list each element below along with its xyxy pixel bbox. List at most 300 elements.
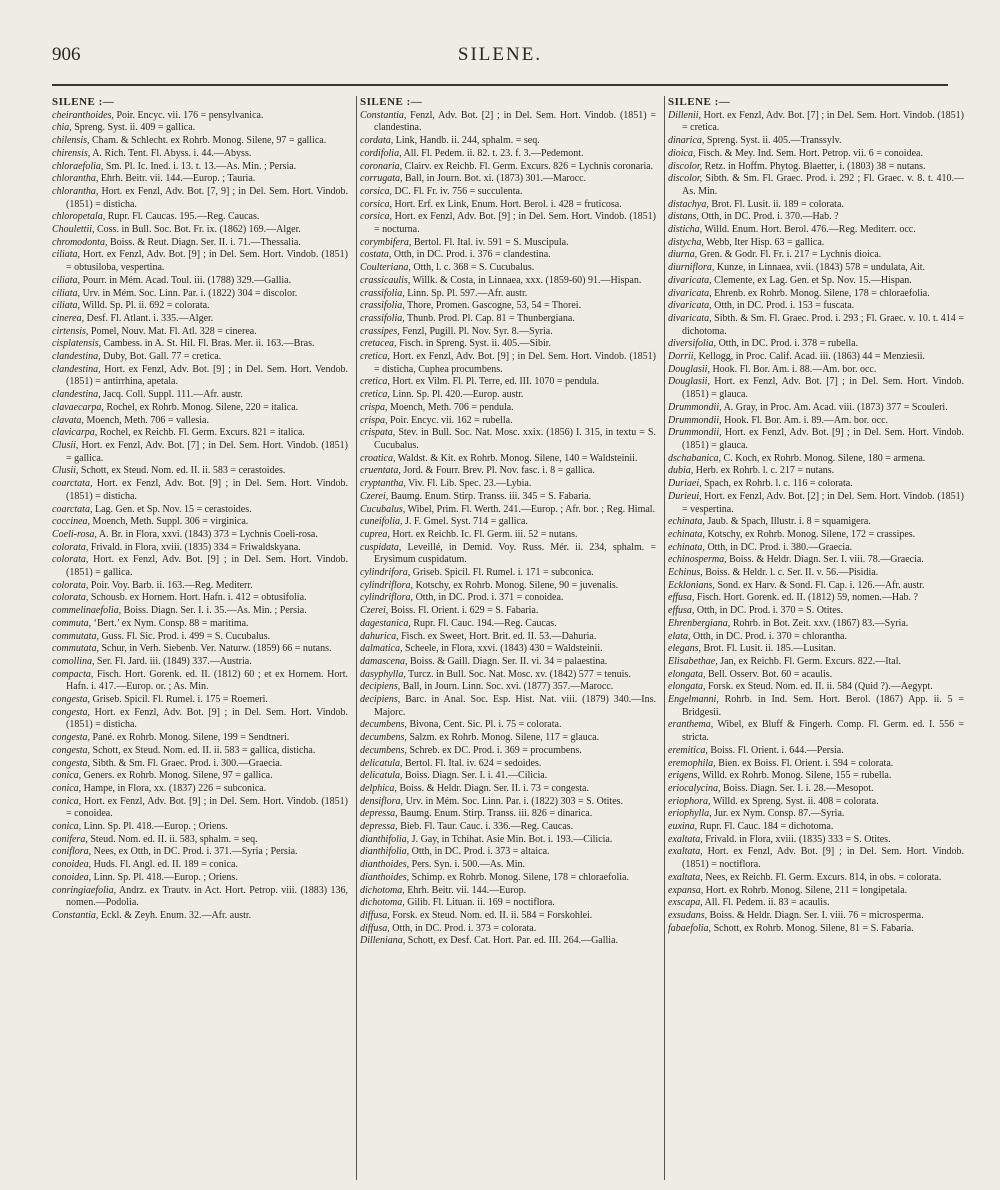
entry-citation: Schimp. ex Rohrb. Monog. Silene, 178 = chloraefolia.: [409, 871, 629, 883]
entry-citation: Bell. Osserv. Bot. 60 = acaulis.: [705, 668, 833, 680]
index-entry: [52, 796, 348, 821]
entry-citation: Herb. ex Rohrb. l. c. 217 = nutans.: [693, 465, 835, 477]
entry-name: cretica,: [360, 389, 390, 401]
index-entry: [668, 376, 964, 401]
entry-name: decumbens,: [360, 719, 407, 731]
entry-name: damascena,: [360, 655, 408, 667]
entry-name: divaricata,: [668, 287, 712, 299]
entry-name: cretica,: [360, 351, 390, 363]
index-entry: [360, 326, 656, 339]
index-entry: [668, 669, 964, 682]
entry-citation: Thore, Promen. Gascogne, 53, 54 = Thorei.: [404, 300, 582, 312]
entry-citation: Lag. Gen. et Sp. Nov. 15 = cerastoides.: [92, 503, 252, 515]
entry-name: distachya,: [668, 198, 709, 210]
index-entry: [360, 656, 656, 669]
entry-name: Cucubalus,: [360, 503, 406, 515]
entry-name: coccinea,: [52, 516, 91, 528]
index-entry: [668, 834, 964, 847]
index-entry: [360, 618, 656, 631]
entry-citation: Ehrenb. ex Rohrb. Monog. Silene, 178 = chloraefolia.: [711, 287, 930, 299]
index-entry: [52, 224, 348, 237]
index-entry: [668, 465, 964, 478]
entry-name: exaltata,: [668, 846, 703, 858]
entry-citation: Rochel, ex Reichb. Fl. Germ. Excurs. 821 = italica.: [97, 427, 305, 439]
entry-citation: Hort. ex Fenzl, Adv. Bot. [9] ; in Del. Sem. Hort. Vindob. (1851) = obtusiloba, vespertina.: [66, 249, 348, 274]
entry-name: conica,: [52, 770, 82, 782]
entry-citation: Rupr. Fl. Caucas. 195.—Reg. Caucas.: [105, 211, 260, 223]
index-entry: [52, 580, 348, 593]
index-entry: [668, 262, 964, 275]
entry-name: clavata,: [52, 414, 84, 426]
entry-name: effusa,: [668, 605, 695, 617]
entry-citation: Viv. Fl. Lib. Spec. 23.—Lybia.: [405, 478, 532, 490]
entry-citation: Coss. in Bull. Soc. Bot. Fr. ix. (1862) 169.—Alger.: [94, 224, 301, 236]
entry-citation: Otth, in DC. Prod. i. 370 = S. Otites.: [694, 605, 844, 617]
entry-citation: Bertol. Fl. Ital. iv. 624 = sedoides.: [402, 757, 542, 769]
entry-name: discolor,: [668, 173, 703, 185]
entry-name: clandestina,: [52, 363, 101, 375]
index-entry: [360, 415, 656, 428]
index-entry: [668, 567, 964, 580]
entry-citation: Nees, ex Reichb. Fl. Germ. Excurs. 814, in obs. = colorata.: [702, 871, 942, 883]
index-entry: [360, 821, 656, 834]
entry-name: Ecklonians,: [668, 579, 715, 591]
entry-citation: Moench, Meth. Suppl. 306 = virginica.: [90, 516, 249, 528]
entry-citation: Frivald. in Flora, xviii. (1835) 334 = Friwaldskyana.: [88, 541, 301, 553]
index-entry: [668, 199, 964, 212]
index-entry: [52, 161, 348, 174]
entry-name: dianthifolia,: [360, 846, 410, 858]
entry-name: Clusii,: [52, 439, 79, 451]
index-entry: [52, 783, 348, 796]
entry-citation: Hort. ex Fenzl, Adv. Bot. [7] ; in Del. Sem. Hort. Vindob. (1851) = gallica.: [66, 439, 348, 464]
index-entry: [360, 186, 656, 199]
column-3: [668, 96, 964, 1182]
entry-citation: Cambess. in A. St. Hil. Fl. Bras. Mer. ii. 163.—Bras.: [101, 338, 315, 350]
index-entry: [668, 923, 964, 936]
entry-citation: Linn. Sp. Pl. 597.—Afr. austr.: [404, 287, 528, 299]
entry-citation: Poir. Encyc. vii. 162 = rubella.: [387, 414, 513, 426]
entry-name: eremitica,: [668, 744, 708, 756]
entry-name: decumbens,: [360, 732, 407, 744]
entry-citation: Huds. Fl. Angl. ed. II. 189 = conica.: [91, 859, 238, 871]
index-entry: [360, 237, 656, 250]
entry-citation: Boiss. & Gaill. Diagn. Ser. II. vi. 34 = palaestina.: [407, 655, 608, 667]
entry-name: delicatula,: [360, 770, 403, 782]
entry-name: conica,: [52, 782, 82, 794]
index-entry: [360, 275, 656, 288]
entry-name: echinosperma,: [668, 554, 727, 566]
entry-name: ciliata,: [52, 274, 81, 286]
entry-name: cryptantha,: [360, 478, 406, 490]
index-entry: [360, 313, 656, 326]
entry-citation: Griseb. Spicil. Fl. Rumel. i. 175 = Roemeri.: [90, 694, 268, 706]
index-entry: [360, 110, 656, 135]
index-entry: [360, 478, 656, 491]
entry-name: congesta,: [52, 757, 91, 769]
index-entry: [52, 821, 348, 834]
index-entry: [668, 516, 964, 529]
index-entry: [360, 834, 656, 847]
entry-name: echinata,: [668, 516, 705, 528]
index-entry: [52, 275, 348, 288]
entry-name: dichotoma,: [360, 897, 405, 909]
entry-citation: Boiss. Diagn. Ser. I. i. 35.—As. Min. ; Persia.: [121, 605, 307, 617]
entry-name: diurniflora,: [668, 262, 715, 274]
index-entry: [52, 694, 348, 707]
index-entry: [668, 237, 964, 250]
index-entry: [52, 478, 348, 503]
entry-citation: ‘Bert.’ ex Nym. Consp. 88 = maritima.: [91, 617, 249, 629]
entry-citation: Clemente, ex Lag. Gen. et Sp. Nov. 15.—Hispan.: [711, 274, 912, 286]
entry-name: eriocalycina,: [668, 782, 721, 794]
entry-name: expansa,: [668, 884, 704, 896]
entry-citation: Guss. Fl. Sic. Prod. i. 499 = S. Cucubalus.: [98, 630, 271, 642]
index-entry: [668, 821, 964, 834]
entry-citation: Hort. ex Fenzl, Adv. Bot. [7] ; in Del. Sem. Hort. Vindob. (1851) = cretica.: [682, 109, 964, 134]
entry-citation: Wibel, ex Bluff & Fingerh. Comp. Fl. Germ. ed. I. 556 = stricta.: [682, 719, 964, 744]
entry-citation: C. Koch, ex Rohrb. Monog. Silene, 180 = armena.: [721, 452, 926, 464]
entry-citation: Fenzl, Pugill. Pl. Nov. Syr. 8.—Syria.: [399, 325, 553, 337]
entry-name: Douglasii,: [668, 363, 710, 375]
index-entry: [360, 694, 656, 719]
entry-name: Coeli-rosa,: [52, 528, 97, 540]
entry-name: decipiens,: [360, 681, 401, 693]
entry-citation: Stev. in Bull. Soc. Nat. Mosc. xxix. (1856) I. 315, in textu = S. Cucubalus.: [374, 427, 656, 451]
entry-citation: Duby, Bot. Gall. 77 = cretica.: [100, 351, 222, 363]
entry-name: clavaecarpa,: [52, 401, 104, 413]
index-entry: [360, 796, 656, 809]
index-entry: [360, 173, 656, 186]
entry-citation: Griseb. Spicil. Fl. Rumel. i. 171 = subconica.: [410, 567, 594, 579]
entry-citation: Hort. ex Rohrb. Monog. Silene, 211 = longipetala.: [703, 884, 908, 896]
index-entry: [52, 885, 348, 910]
entry-citation: Andrz. ex Trautv. in Act. Hort. Petrop. viii. (1883) 136, nomen.—Podolia.: [66, 884, 348, 909]
entry-name: diffusa,: [360, 910, 390, 921]
entry-name: erigens,: [668, 770, 700, 782]
entry-name: colorata,: [52, 579, 89, 591]
entry-citation: Retz. in Hoffm. Phytog. Blaetter, i. (1803) 38 = nutans.: [702, 160, 926, 172]
index-entry: [52, 554, 348, 579]
index-entry: [52, 249, 348, 274]
entry-name: chlorantha,: [52, 185, 99, 197]
entry-citation: Steud. Nom. ed. II. ii. 583, sphalm. = seq.: [87, 833, 258, 845]
entry-citation: Rohrb. in Bot. Zeit. xxv. (1867) 83.—Syria.: [730, 617, 909, 629]
entry-name: ciliata,: [52, 287, 81, 299]
entry-name: dinarica,: [668, 135, 705, 147]
entry-citation: Gilib. Fl. Lituan. ii. 169 = noctiflora.: [404, 897, 555, 909]
entry-citation: Forsk. ex Steud. Nom. ed. II. ii. 584 = Forskohlei.: [389, 910, 593, 921]
entry-name: dalmatica,: [360, 643, 403, 655]
entry-name: cretacea,: [360, 338, 397, 350]
entry-citation: Ehrh. Beitr. vii. 144.—Europ. ; Tauria.: [98, 173, 256, 185]
index-entry: [668, 656, 964, 669]
entry-citation: Hort. ex Fenzl, Adv. Bot. [9] ; in Del. Sem. Hort. Vindob. (1851) = glauca.: [682, 427, 964, 451]
entry-citation: Otth, l. c. 368 = S. Cucubalus.: [410, 262, 535, 274]
entry-citation: Ball, in Journ. Linn. Soc. xvi. (1877) 357.—Marocc.: [400, 681, 614, 693]
entry-citation: Hort. ex Fenzl, Adv. Bot. [9] ; in Del. Sem. Hort. Vindob. (1851) = conoidea.: [66, 795, 348, 820]
entry-name: cuprea,: [360, 528, 390, 540]
index-entry: [52, 173, 348, 186]
entry-name: congesta,: [52, 706, 91, 718]
entry-citation: Jan, ex Reichb. Fl. Germ. Excurs. 822.—Ital.: [717, 655, 902, 667]
index-entry: [360, 910, 656, 923]
index-entry: [668, 542, 964, 555]
entry-name: colorata,: [52, 592, 89, 604]
index-entry: [52, 110, 348, 123]
index-entry: [360, 262, 656, 275]
entry-name: Elisabethae,: [668, 655, 718, 667]
entry-citation: Nees, ex Otth, in DC. Prod. i. 371.—Syria ; Persia.: [91, 846, 298, 858]
entry-citation: Jur. ex Nym. Consp. 87.—Syria.: [711, 808, 845, 820]
entry-citation: Jaub. & Spach, Illustr. i. 8 = squamigera.: [704, 516, 871, 528]
entry-name: delicatula,: [360, 757, 403, 769]
entry-name: disticha,: [668, 224, 703, 236]
entry-name: dasyphylla,: [360, 668, 406, 680]
entry-name: divaricata,: [668, 312, 712, 324]
index-entry: [52, 631, 348, 644]
entry-citation: Forsk. ex Steud. Nom. ed. II. ii. 584 (Quid ?).—Aegypt.: [705, 681, 933, 693]
entry-name: conica,: [52, 795, 82, 807]
entry-citation: Sibth. & Sm. Fl. Graec. Prod. i. 300.—Graecia.: [90, 757, 283, 769]
entry-name: coniflora,: [52, 846, 92, 858]
entry-citation: DC. Fl. Fr. iv. 756 = succulenta.: [391, 185, 523, 197]
index-entry: [52, 364, 348, 389]
index-entry: [52, 135, 348, 148]
entry-name: conoidea,: [52, 859, 92, 871]
entry-citation: Sond. ex Harv. & Sond. Fl. Cap. i. 126.—Afr. austr.: [714, 579, 925, 591]
index-entry: [360, 770, 656, 783]
index-entry: [360, 211, 656, 236]
index-entry: [360, 288, 656, 301]
entry-name: commuta,: [52, 617, 92, 629]
entry-citation: A. Gray, in Proc. Am. Acad. viii. (1873) 377 = Scouleri.: [721, 401, 948, 413]
entry-name: depressa,: [360, 808, 398, 820]
index-entry: [360, 491, 656, 504]
entry-name: cordata,: [360, 135, 394, 147]
entry-citation: Baumg. Enum. Stirp. Transs. iii. 826 = dinarica.: [397, 808, 593, 820]
entry-citation: Spach, ex Rohrb. l. c. 116 = colorata.: [701, 478, 853, 490]
entry-name: ciliata,: [52, 249, 81, 261]
entry-citation: Hort. ex Fenzl, Adv. Bot. [2] ; in Del. Sem. Hort. Vindob. (1851) = vespertina.: [682, 490, 964, 515]
entry-citation: Linn. Sp. Pl. 420.—Europ. austr.: [389, 389, 524, 401]
entry-name: elata,: [668, 630, 691, 642]
entry-name: dubia,: [668, 465, 694, 477]
entry-name: corsica,: [360, 211, 392, 223]
entry-citation: Schott, ex Steud. Nom. ed. II. ii. 583 = cerastoides.: [78, 465, 286, 477]
index-entry: [52, 605, 348, 618]
page-header: [52, 44, 948, 74]
entry-name: dahurica,: [360, 630, 399, 642]
entry-name: cretica,: [360, 376, 390, 388]
entry-citation: Boiss. Fl. Orient. i. 644.—Persia.: [707, 744, 844, 756]
entry-name: dianthoides,: [360, 871, 410, 883]
index-entry: [360, 148, 656, 161]
entry-citation: Ball, in Journ. Bot. xi. (1873) 301.—Marocc.: [402, 173, 587, 185]
entry-citation: Bien. ex Boiss. Fl. Orient. i. 594 = colorata.: [715, 757, 894, 769]
entry-citation: Ehrh. Beitr. vii. 144.—Europ.: [404, 884, 527, 896]
entry-name: divaricata,: [668, 274, 712, 286]
index-entry: [668, 338, 964, 351]
entry-name: cuneifolia,: [360, 516, 403, 528]
entry-name: crispa,: [360, 401, 388, 413]
entry-name: congesta,: [52, 694, 91, 706]
index-entry: [52, 846, 348, 859]
entry-citation: Fisch. & Mey. Ind. Sem. Hort. Petrop. vii. 6 = conoidea.: [695, 147, 923, 159]
entry-name: fabaefolia,: [668, 922, 712, 934]
index-entry: [668, 694, 964, 719]
entry-citation: Frivald. in Flora, xviii. (1835) 333 = S. Otites.: [702, 833, 891, 845]
index-entry: [668, 351, 964, 364]
entry-name: costata,: [360, 249, 392, 261]
entry-name: exaltata,: [668, 871, 703, 883]
entry-citation: Hort. ex Fenzl, Adv. Bot. [7, 9] ; in Del. Sem. Hort. Vindob. (1851) = disticha.: [66, 185, 348, 210]
index-entry: [668, 580, 964, 593]
index-entry: [52, 770, 348, 783]
entry-name: eranthema,: [668, 719, 714, 731]
entry-name: Czerei,: [360, 490, 389, 502]
entry-citation: Hort. ex Reichb. Ic. Fl. Germ. iii. 52 = nutans.: [389, 528, 578, 540]
index-entry: [360, 516, 656, 529]
entry-citation: Sibth. & Sm. Fl. Graec. Prod. i. 293 ; Fl. Graec. v. 10. t. 414 = dichotoma.: [682, 312, 964, 337]
entry-citation: Otth, in DC. Prod. i. 380.—Graecia.: [704, 541, 853, 553]
entry-name: commutata,: [52, 643, 99, 655]
entry-citation: Willk. & Costa, in Linnaea, xxx. (1859-60) 91.—Hispan.: [410, 274, 642, 286]
column-divider: [664, 96, 665, 1180]
index-entry: [52, 758, 348, 771]
entry-name: coarctata,: [52, 503, 93, 515]
entry-name: corrugata,: [360, 173, 403, 185]
index-entry: [360, 580, 656, 593]
index-entry: [668, 364, 964, 377]
entry-name: cruentata,: [360, 465, 401, 477]
index-entry: [52, 707, 348, 732]
entry-name: cylindrifora,: [360, 567, 411, 579]
entry-name: Clusii,: [52, 465, 79, 477]
entry-citation: Fisch. Hort. Gorenk. ed. II. (1812) 60 ; et ex Hornem. Hort. Hafn. i. 417.—Europ. or. ; As. Min.: [66, 668, 348, 693]
entry-citation: Schott, ex Rohrb. Monog. Silene, 81 = S. Fabaria.: [711, 922, 914, 934]
index-entry: [360, 351, 656, 376]
entry-name: echinata,: [668, 541, 705, 553]
entry-citation: Hort. ex Fenzl, Adv. Bot. [9] ; in Del. Sem. Hort. Vindob. (1851) = disticha, Cuphea procumbens.: [374, 351, 656, 375]
entry-name: conringiaefolia,: [52, 884, 117, 896]
entry-name: echinata,: [668, 528, 705, 540]
index-entry: [360, 427, 656, 452]
index-entry: [360, 529, 656, 542]
entry-citation: Kunze, in Linnaea, xvii. (1843) 578 = undulata, Ait.: [714, 262, 926, 274]
index-entry: [360, 402, 656, 415]
index-entry: [52, 592, 348, 605]
index-entry: [360, 732, 656, 745]
entry-citation: Barc. in Anal. Soc. Esp. Hist. Nat. viii. (1879) 340.—Ins. Majorc.: [374, 694, 656, 718]
entry-name: crassifolia,: [360, 287, 405, 299]
index-entry: [668, 745, 964, 758]
entry-citation: J. F. Gmel. Syst. 714 = gallica.: [402, 516, 528, 528]
index-entry: [668, 592, 964, 605]
index-entry: [360, 161, 656, 174]
index-entry: [52, 122, 348, 135]
index-entry: [668, 554, 964, 567]
entry-name: crassipes,: [360, 325, 400, 337]
entry-citation: Boiss. Diagn. Ser. I. i. 28.—Mesopot.: [720, 782, 874, 794]
entry-name: dianthifolia,: [360, 833, 410, 845]
index-entry: [52, 288, 348, 301]
index-entry: [668, 758, 964, 771]
entry-citation: Kotschy, ex Rohrb. Monog. Silene, 172 = crassipes.: [704, 528, 916, 540]
index-entry: [360, 897, 656, 910]
index-entry: [668, 796, 964, 809]
entry-citation: Hort. ex Fenzl, Adv. Bot. [9] ; in Del. Sem. Hort. Vindob. (1851) = nocturna.: [374, 211, 656, 236]
entry-citation: Pourr. in Mém. Acad. Toul. iii. (1788) 329.—Gallia.: [80, 274, 292, 286]
entry-citation: Boiss. & Heldr. Diagn. Ser. I. viii. 78.—Graecia.: [726, 554, 924, 566]
entry-citation: Bertol. Fl. Ital. iv. 591 = S. Muscipula.: [411, 236, 569, 248]
page-number: 906: [52, 44, 81, 65]
entry-citation: Moench, Meth. 706 = pendula.: [387, 401, 514, 413]
entry-name: Coulteriana,: [360, 262, 411, 274]
entry-citation: Kotschy, ex Rohrb. Monog. Silene, 90 = juvenalis.: [413, 579, 619, 591]
entry-citation: Hort. ex Vilm. Fl. Pl. Terre, ed. III. 1070 = pendula.: [389, 376, 600, 388]
index-entry: [360, 567, 656, 580]
entry-citation: Jacq. Coll. Suppl. 111.—Afr. austr.: [100, 389, 243, 401]
entry-citation: Jord. & Fourr. Brev. Pl. Nov. fasc. i. 8 = gallica.: [400, 465, 595, 477]
index-entry: [360, 542, 656, 567]
entry-citation: Boiss. & Heldr. l. c. Ser. II. v. 56.—Pisidia.: [702, 567, 879, 579]
index-entry: [668, 770, 964, 783]
entry-name: Drummondii,: [668, 414, 722, 426]
entry-name: colorata,: [52, 554, 89, 566]
entry-citation: Waldst. & Kit. ex Rohrb. Monog. Silene, 140 = Waldsteinii.: [395, 452, 638, 464]
index-entry: [360, 745, 656, 758]
entry-name: chromodonta,: [52, 236, 108, 248]
entry-name: clandestina,: [52, 351, 101, 363]
entry-name: elongata,: [668, 668, 706, 680]
entry-citation: A. Rich. Tent. Fl. Abyss. i. 44.—Abyss.: [90, 147, 252, 159]
entry-citation: Fisch. Hort. Gorenk. ed. II. (1812) 59, nomen.—Hab. ?: [694, 592, 918, 604]
entry-citation: Otth, in DC. Prod. i. 378 = rubella.: [716, 338, 859, 350]
index-entry: [360, 249, 656, 262]
entry-citation: Hook. Fl. Bor. Am. i. 89.—Am. bor. occ.: [721, 414, 889, 426]
entry-citation: Leveillé, in Demid. Voy. Russ. Mér. ii. 234, sphalm. = Erysimum cuspidatum.: [374, 541, 656, 566]
index-entry: [360, 808, 656, 821]
index-entry: [52, 910, 348, 923]
entry-citation: Desf. Fl. Atlant. i. 335.—Alger.: [84, 312, 214, 324]
index-entry: [52, 872, 348, 885]
entry-citation: Otth, in DC. Prod. i. 370.—Hab. ?: [698, 211, 839, 223]
entry-name: chia,: [52, 122, 72, 134]
index-entry: [360, 389, 656, 402]
entry-name: dichotoma,: [360, 884, 405, 896]
index-entry: [52, 440, 348, 465]
index-entry: [52, 211, 348, 224]
entry-citation: Clairv. ex Reichb. Fl. Germ. Excurs. 826 = Lychnis coronaria.: [402, 160, 654, 172]
entry-citation: Poir. Encyc. vii. 176 = pensylvanica.: [113, 109, 264, 121]
entry-citation: Hampe, in Flora, xx. (1837) 226 = subconica.: [81, 782, 267, 794]
entry-name: decipiens,: [360, 694, 401, 706]
entry-name: diversifolia,: [668, 338, 717, 350]
entry-name: delphica,: [360, 782, 397, 794]
entry-name: congesta,: [52, 744, 91, 756]
entry-citation: Linn. Sp. Pl. 418.—Europ. ; Oriens.: [91, 871, 238, 883]
entry-name: chirensis,: [52, 147, 91, 159]
index-entry: [668, 135, 964, 148]
index-entry: [668, 643, 964, 656]
index-entry: [668, 110, 964, 135]
entry-citation: Scheele, in Flora, xxvi. (1843) 430 = Waldsteinii.: [402, 643, 603, 655]
index-entry: [668, 453, 964, 466]
entry-name: Drummondii,: [668, 401, 722, 413]
index-entry: [52, 542, 348, 555]
entry-citation: Hort. ex Fenzl, Adv. Bot. [9] ; in Del. Sem. Hort. Vindob. (1851) = gallica.: [66, 554, 348, 579]
